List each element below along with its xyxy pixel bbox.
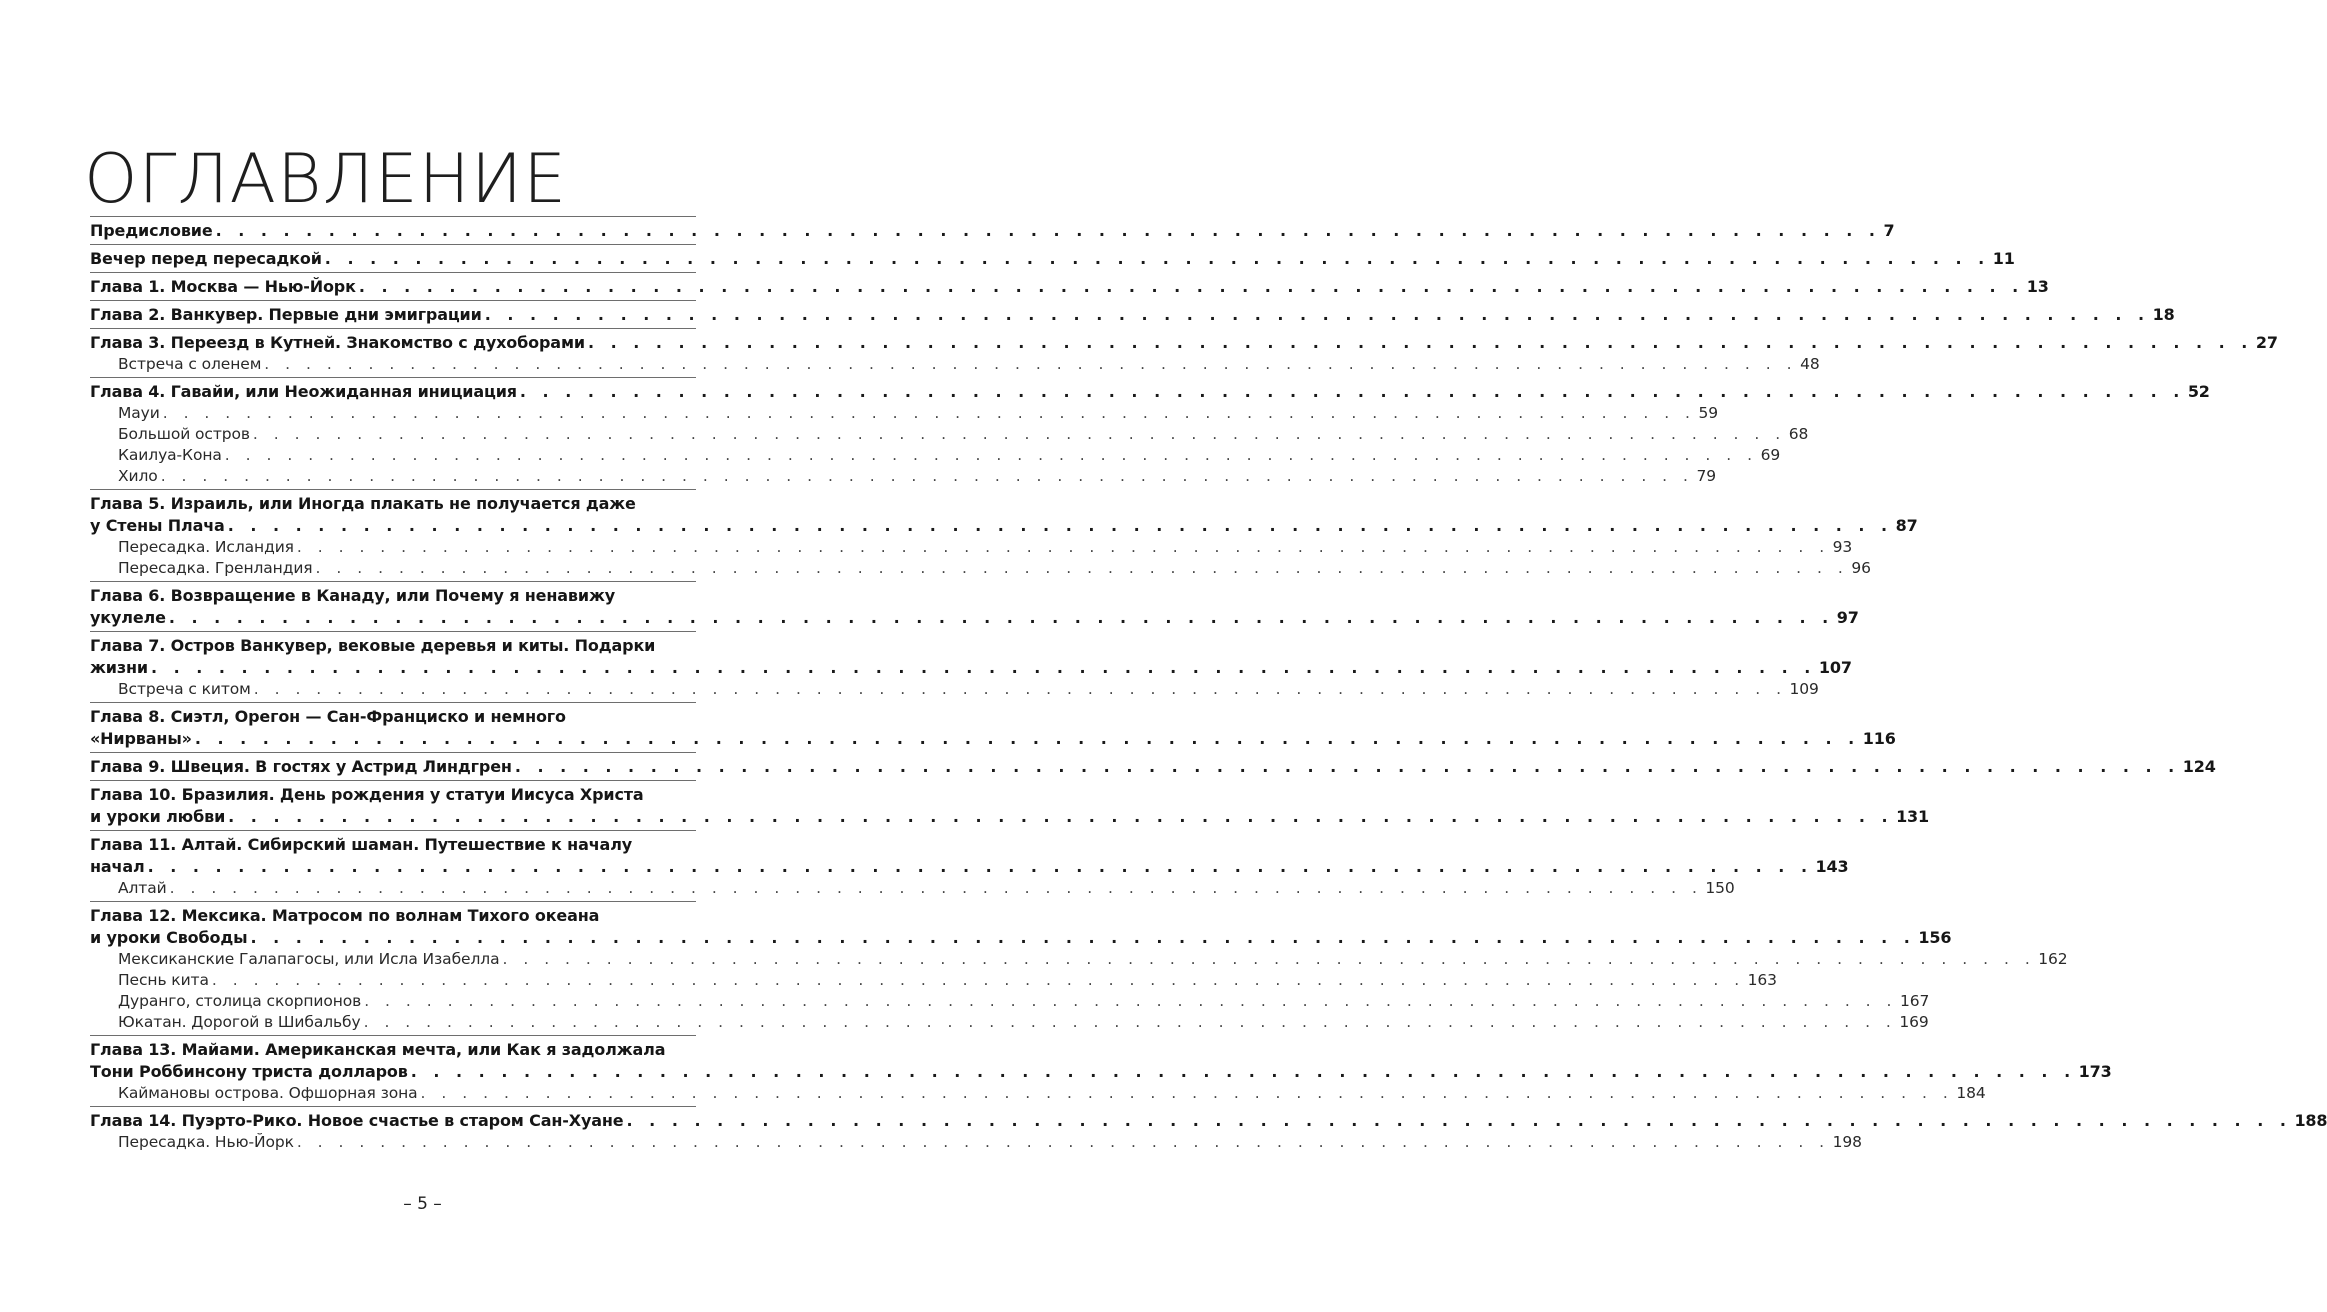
dot-leader: . . . . . . . . . . . . . . . . . . . . . . . . . . . . . . . . . . . . . . . . . . . . . . . . . . . . . . . . . . . . . . . . . . . . . . . . . . — [169, 879, 1703, 897]
toc-entry — [90, 780, 1930, 830]
dot-leader: . . . . . . . . . . . . . . . . . . . . . . . . . . . . . . . . . . . . . . . . . . . . . . . . . . . . . . . . . . . . . . . . . . . . . . . . . . — [519, 382, 2185, 401]
toc-subentry-title: Встреча с оленем — [118, 355, 262, 373]
toc-line — [90, 515, 1918, 537]
toc-entry — [90, 702, 1896, 752]
toc-line — [90, 220, 1895, 242]
toc-page-number: 198 — [1832, 1133, 1862, 1151]
dot-leader: . . . . . . . . . . . . . . . . . . . . . . . . . . . . . . . . . . . . . . . . . . . . . . . . . . . . . . . . . . . . . . . . . . . . . . . . . . — [168, 608, 1834, 627]
dot-leader: . . . . . . . . . . . . . . . . . . . . . . . . . . . . . . . . . . . . . . . . . . . . . . . . . . . . . . . . . . . . . . . . . . . . . . . . . . — [224, 446, 1758, 464]
toc-entry-title: Глава 12. Мексика. Матросом по волнам Тихого океана — [90, 906, 600, 925]
toc-page-number: 11 — [1992, 249, 2015, 268]
dot-leader: . . . . . . . . . . . . . . . . . . . . . . . . . . . . . . . . . . . . . . . . . . . . . . . . . . . . . . . . . . . . . . . . . . . . . . . . . . — [410, 1062, 2076, 1081]
toc-entry-title: у Стены Плача — [90, 516, 225, 535]
toc-entry-title: Глава 6. Возвращение в Канаду, или Почему я ненавижу — [90, 586, 615, 605]
toc-line — [90, 332, 2278, 354]
toc-page-number: 163 — [1747, 971, 1777, 989]
dot-leader: . . . . . . . . . . . . . . . . . . . . . . . . . . . . . . . . . . . . . . . . . . . . . . . . . . . . . . . . . . . . . . . . . . . . . . . . . . — [363, 1013, 1897, 1031]
toc-subentry — [90, 991, 1930, 1012]
toc-line — [90, 304, 2175, 326]
toc-line — [90, 784, 696, 806]
toc-line — [90, 276, 2049, 298]
dot-leader: . . . . . . . . . . . . . . . . . . . . . . . . . . . . . . . . . . . . . . . . . . . . . . . . . . . . . . . . . . . . . . . . . . . . . . . . . . — [514, 757, 2180, 776]
toc-line — [90, 927, 1952, 949]
toc-entry-title: укулеле — [90, 608, 166, 627]
toc-line — [90, 381, 2210, 403]
toc-entry — [90, 300, 2175, 328]
toc-entry — [90, 489, 1918, 581]
dot-leader: . . . . . . . . . . . . . . . . . . . . . . . . . . . . . . . . . . . . . . . . . . . . . . . . . . . . . . . . . . . . . . . . . . . . . . . . . . — [211, 971, 1745, 989]
toc-entry — [90, 244, 2015, 272]
toc-page-number: 107 — [1818, 658, 1852, 677]
dot-leader: . . . . . . . . . . . . . . . . . . . . . . . . . . . . . . . . . . . . . . . . . . . . . . . . . . . . . . . . . . . . . . . . . . . . . . . . . . — [215, 221, 1881, 240]
toc-page-number: 7 — [1883, 221, 1895, 240]
dot-leader: . . . . . . . . . . . . . . . . . . . . . . . . . . . . . . . . . . . . . . . . . . . . . . . . . . . . . . . . . . . . . . . . . . . . . . . . . . — [227, 516, 1893, 535]
toc-page-number: 18 — [2152, 305, 2175, 324]
toc-page-number: 156 — [1918, 928, 1952, 947]
toc-subentry — [90, 445, 1781, 466]
toc-subentry-title: Алтай — [118, 879, 167, 897]
toc-subentry-title: Каймановы острова. Офшорная зона — [118, 1084, 418, 1102]
toc-entry-title: Глава 7. Остров Ванкувер, вековые деревья и киты. Подарки — [90, 636, 656, 655]
dot-leader: . . . . . . . . . . . . . . . . . . . . . . . . . . . . . . . . . . . . . . . . . . . . . . . . . . . . . . . . . . . . . . . . . . . . . . . . . . — [484, 305, 2150, 324]
toc-entry-title: Глава 2. Ванкувер. Первые дни эмиграции — [90, 305, 482, 324]
toc-subentry-title: Встреча с китом — [118, 680, 251, 698]
toc-line — [90, 856, 1849, 878]
dot-leader: . . . . . . . . . . . . . . . . . . . . . . . . . . . . . . . . . . . . . . . . . . . . . . . . . . . . . . . . . . . . . . . . . . . . . . . . . . — [626, 1111, 2292, 1130]
dot-leader: . . . . . . . . . . . . . . . . . . . . . . . . . . . . . . . . . . . . . . . . . . . . . . . . . . . . . . . . . . . . . . . . . . . . . . . . . . — [194, 729, 1860, 748]
toc-entry — [90, 216, 1895, 244]
toc-entry — [90, 272, 2049, 300]
toc-entry-title: Глава 14. Пуэрто-Рико. Новое счастье в старом Сан-Хуане — [90, 1111, 624, 1130]
dot-leader: . . . . . . . . . . . . . . . . . . . . . . . . . . . . . . . . . . . . . . . . . . . . . . . . . . . . . . . . . . . . . . . . . . . . . . . . . . — [162, 404, 1696, 422]
toc-entry — [90, 1035, 2112, 1106]
toc-page-number: 169 — [1899, 1013, 1929, 1031]
toc-entry — [90, 631, 1852, 702]
dot-leader: . . . . . . . . . . . . . . . . . . . . . . . . . . . . . . . . . . . . . . . . . . . . . . . . . . . . . . . . . . . . . . . . . . . . . . . . . . — [364, 992, 1897, 1010]
dot-leader: . . . . . . . . . . . . . . . . . . . . . . . . . . . . . . . . . . . . . . . . . . . . . . . . . . . . . . . . . . . . . . . . . . . . . . . . . . — [315, 559, 1849, 577]
dot-leader: . . . . . . . . . . . . . . . . . . . . . . . . . . . . . . . . . . . . . . . . . . . . . . . . . . . . . . . . . . . . . . . . . . . . . . . . . . — [264, 355, 1798, 373]
toc-entry-title: Тони Роббинсону триста долларов — [90, 1062, 408, 1081]
toc-subentry — [90, 354, 1820, 375]
toc-entry-title: Глава 11. Алтай. Сибирский шаман. Путешествие к началу — [90, 835, 633, 854]
toc-page-number: 52 — [2187, 382, 2210, 401]
toc-entry-title: Глава 5. Израиль, или Иногда плакать не получается даже — [90, 494, 636, 513]
toc-page-number: 48 — [1800, 355, 1820, 373]
dot-leader: . . . . . . . . . . . . . . . . . . . . . . . . . . . . . . . . . . . . . . . . . . . . . . . . . . . . . . . . . . . . . . . . . . . . . . . . . . — [160, 467, 1694, 485]
toc-line — [90, 706, 696, 728]
toc-entry-title: и уроки любви — [90, 807, 226, 826]
toc-page-number: 79 — [1696, 467, 1716, 485]
toc-page-number: 143 — [1815, 857, 1849, 876]
toc-page-number: 97 — [1836, 608, 1859, 627]
dot-leader: . . . . . . . . . . . . . . . . . . . . . . . . . . . . . . . . . . . . . . . . . . . . . . . . . . . . . . . . . . . . . . . . . . . . . . . . . . — [296, 1133, 1830, 1151]
dot-leader: . . . . . . . . . . . . . . . . . . . . . . . . . . . . . . . . . . . . . . . . . . . . . . . . . . . . . . . . . . . . . . . . . . . . . . . . . . — [358, 277, 2024, 296]
toc-subentry-title: Пересадка. Гренландия — [118, 559, 313, 577]
dot-leader: . . . . . . . . . . . . . . . . . . . . . . . . . . . . . . . . . . . . . . . . . . . . . . . . . . . . . . . . . . . . . . . . . . . . . . . . . . — [324, 249, 1990, 268]
toc-entry-title: Глава 3. Переезд в Кутней. Знакомство с духоборами — [90, 333, 585, 352]
dot-leader: . . . . . . . . . . . . . . . . . . . . . . . . . . . . . . . . . . . . . . . . . . . . . . . . . . . . . . . . . . . . . . . . . . . . . . . . . . — [502, 950, 2036, 968]
toc-line — [90, 756, 2216, 778]
toc-page-number: 162 — [2038, 950, 2068, 968]
toc-subentry-title: Мауи — [118, 404, 160, 422]
page-number: – 5 – — [403, 1194, 442, 1214]
toc-page-number: 167 — [1899, 992, 1930, 1010]
toc-subentry — [90, 1132, 1862, 1153]
toc-entry-title: жизни — [90, 658, 148, 677]
toc-line — [90, 905, 696, 927]
toc-line — [90, 1110, 2327, 1132]
toc-entry-title: Предисловие — [90, 221, 213, 240]
toc-page-number: 150 — [1705, 879, 1735, 897]
toc-line — [90, 834, 696, 856]
toc-entry-title: Вечер перед пересадкой — [90, 249, 322, 268]
toc-entry — [90, 377, 2210, 489]
toc-subentry-title: Мексиканские Галапагосы, или Исла Изабелла — [118, 950, 500, 968]
toc-entry — [90, 901, 2068, 1035]
dot-leader: . . . . . . . . . . . . . . . . . . . . . . . . . . . . . . . . . . . . . . . . . . . . . . . . . . . . . . . . . . . . . . . . . . . . . . . . . . — [420, 1084, 1954, 1102]
toc-entry-title: Глава 9. Швеция. В гостях у Астрид Линдгрен — [90, 757, 512, 776]
toc-subentry — [90, 466, 1716, 487]
toc-page-number: 59 — [1698, 404, 1719, 422]
toc-subentry — [90, 403, 1719, 424]
toc-entry-title: Глава 8. Сиэтл, Орегон — Сан-Франциско и немного — [90, 707, 566, 726]
toc-entry — [90, 830, 1849, 901]
toc-entry — [90, 581, 1859, 631]
toc-subentry-title: Каилуа-Кона — [118, 446, 222, 464]
toc-subentry-title: Хило — [118, 467, 158, 485]
toc-entry-title: Глава 4. Гавайи, или Неожиданная инициация — [90, 382, 517, 401]
toc-line — [90, 248, 2015, 270]
toc-line — [90, 585, 696, 607]
toc-page-number: 188 — [2294, 1111, 2327, 1130]
toc-page-number: 13 — [2026, 277, 2049, 296]
toc-subentry — [90, 1012, 1929, 1033]
dot-leader: . . . . . . . . . . . . . . . . . . . . . . . . . . . . . . . . . . . . . . . . . . . . . . . . . . . . . . . . . . . . . . . . . . . . . . . . . . — [253, 680, 1787, 698]
toc-line — [90, 657, 1852, 679]
toc-subentry — [90, 949, 2068, 970]
toc-subentry — [90, 537, 1853, 558]
toc-page-number: 68 — [1788, 425, 1809, 443]
toc-subentry — [90, 878, 1735, 899]
toc-page-number: 27 — [2255, 333, 2278, 352]
dot-leader: . . . . . . . . . . . . . . . . . . . . . . . . . . . . . . . . . . . . . . . . . . . . . . . . . . . . . . . . . . . . . . . . . . . . . . . . . . — [228, 807, 1894, 826]
toc-entry — [90, 328, 2278, 377]
toc-subentry — [90, 970, 1777, 991]
toc-page-number: 173 — [2078, 1062, 2112, 1081]
toc-entry-title: и уроки Свободы — [90, 928, 248, 947]
toc-entry — [90, 752, 2216, 780]
page-title: ОГЛАВЛЕНИЕ — [84, 140, 568, 219]
toc-subentry-title: Песнь кита — [118, 971, 209, 989]
toc-page-number: 93 — [1832, 538, 1853, 556]
toc-page-number: 96 — [1851, 559, 1871, 577]
toc-subentry-title: Пересадка. Нью-Йорк — [118, 1133, 294, 1151]
toc-subentry — [90, 558, 1871, 579]
toc-entry-title: Глава 13. Майами. Американская мечта, или Как я задолжала — [90, 1040, 666, 1059]
toc-page-number: 124 — [2182, 757, 2216, 776]
toc-subentry-title: Дуранго, столица скорпионов — [118, 992, 362, 1010]
toc-page-number: 184 — [1956, 1084, 1986, 1102]
toc-page-number: 87 — [1895, 516, 1918, 535]
dot-leader: . . . . . . . . . . . . . . . . . . . . . . . . . . . . . . . . . . . . . . . . . . . . . . . . . . . . . . . . . . . . . . . . . . . . . . . . . . — [250, 928, 1916, 947]
toc-subentry-title: Пересадка. Исландия — [118, 538, 294, 556]
toc-entry-title: начал — [90, 857, 145, 876]
toc-line — [90, 1061, 2112, 1083]
toc-line — [90, 635, 696, 657]
dot-leader: . . . . . . . . . . . . . . . . . . . . . . . . . . . . . . . . . . . . . . . . . . . . . . . . . . . . . . . . . . . . . . . . . . . . . . . . . . — [150, 658, 1816, 677]
toc-page-number: 109 — [1789, 680, 1819, 698]
dot-leader: . . . . . . . . . . . . . . . . . . . . . . . . . . . . . . . . . . . . . . . . . . . . . . . . . . . . . . . . . . . . . . . . . . . . . . . . . . — [296, 538, 1830, 556]
toc-page-number: 116 — [1862, 729, 1896, 748]
toc-subentry — [90, 1083, 1986, 1104]
dot-leader: . . . . . . . . . . . . . . . . . . . . . . . . . . . . . . . . . . . . . . . . . . . . . . . . . . . . . . . . . . . . . . . . . . . . . . . . . . — [147, 857, 1813, 876]
toc-subentry-title: Юкатан. Дорогой в Шибальбу — [118, 1013, 361, 1031]
toc-line — [90, 1039, 696, 1061]
toc-page-number: 131 — [1896, 807, 1930, 826]
toc-entry-title: Глава 1. Москва — Нью-Йорк — [90, 277, 356, 296]
toc-subentry — [90, 424, 1809, 445]
toc-line — [90, 728, 1896, 750]
toc-line — [90, 493, 696, 515]
toc-subentry — [90, 679, 1819, 700]
toc-subentry-title: Большой остров — [118, 425, 250, 443]
dot-leader: . . . . . . . . . . . . . . . . . . . . . . . . . . . . . . . . . . . . . . . . . . . . . . . . . . . . . . . . . . . . . . . . . . . . . . . . . . — [252, 425, 1786, 443]
toc-entry-title: «Нирваны» — [90, 729, 192, 748]
toc-line — [90, 806, 1930, 828]
dot-leader: . . . . . . . . . . . . . . . . . . . . . . . . . . . . . . . . . . . . . . . . . . . . . . . . . . . . . . . . . . . . . . . . . . . . . . . . . . — [587, 333, 2253, 352]
toc-entry-title: Глава 10. Бразилия. День рождения у статуи Иисуса Христа — [90, 785, 644, 804]
table-of-contents — [90, 216, 2327, 1155]
toc-line — [90, 607, 1859, 629]
toc-entry — [90, 1106, 2327, 1155]
toc-page-number: 69 — [1760, 446, 1781, 464]
